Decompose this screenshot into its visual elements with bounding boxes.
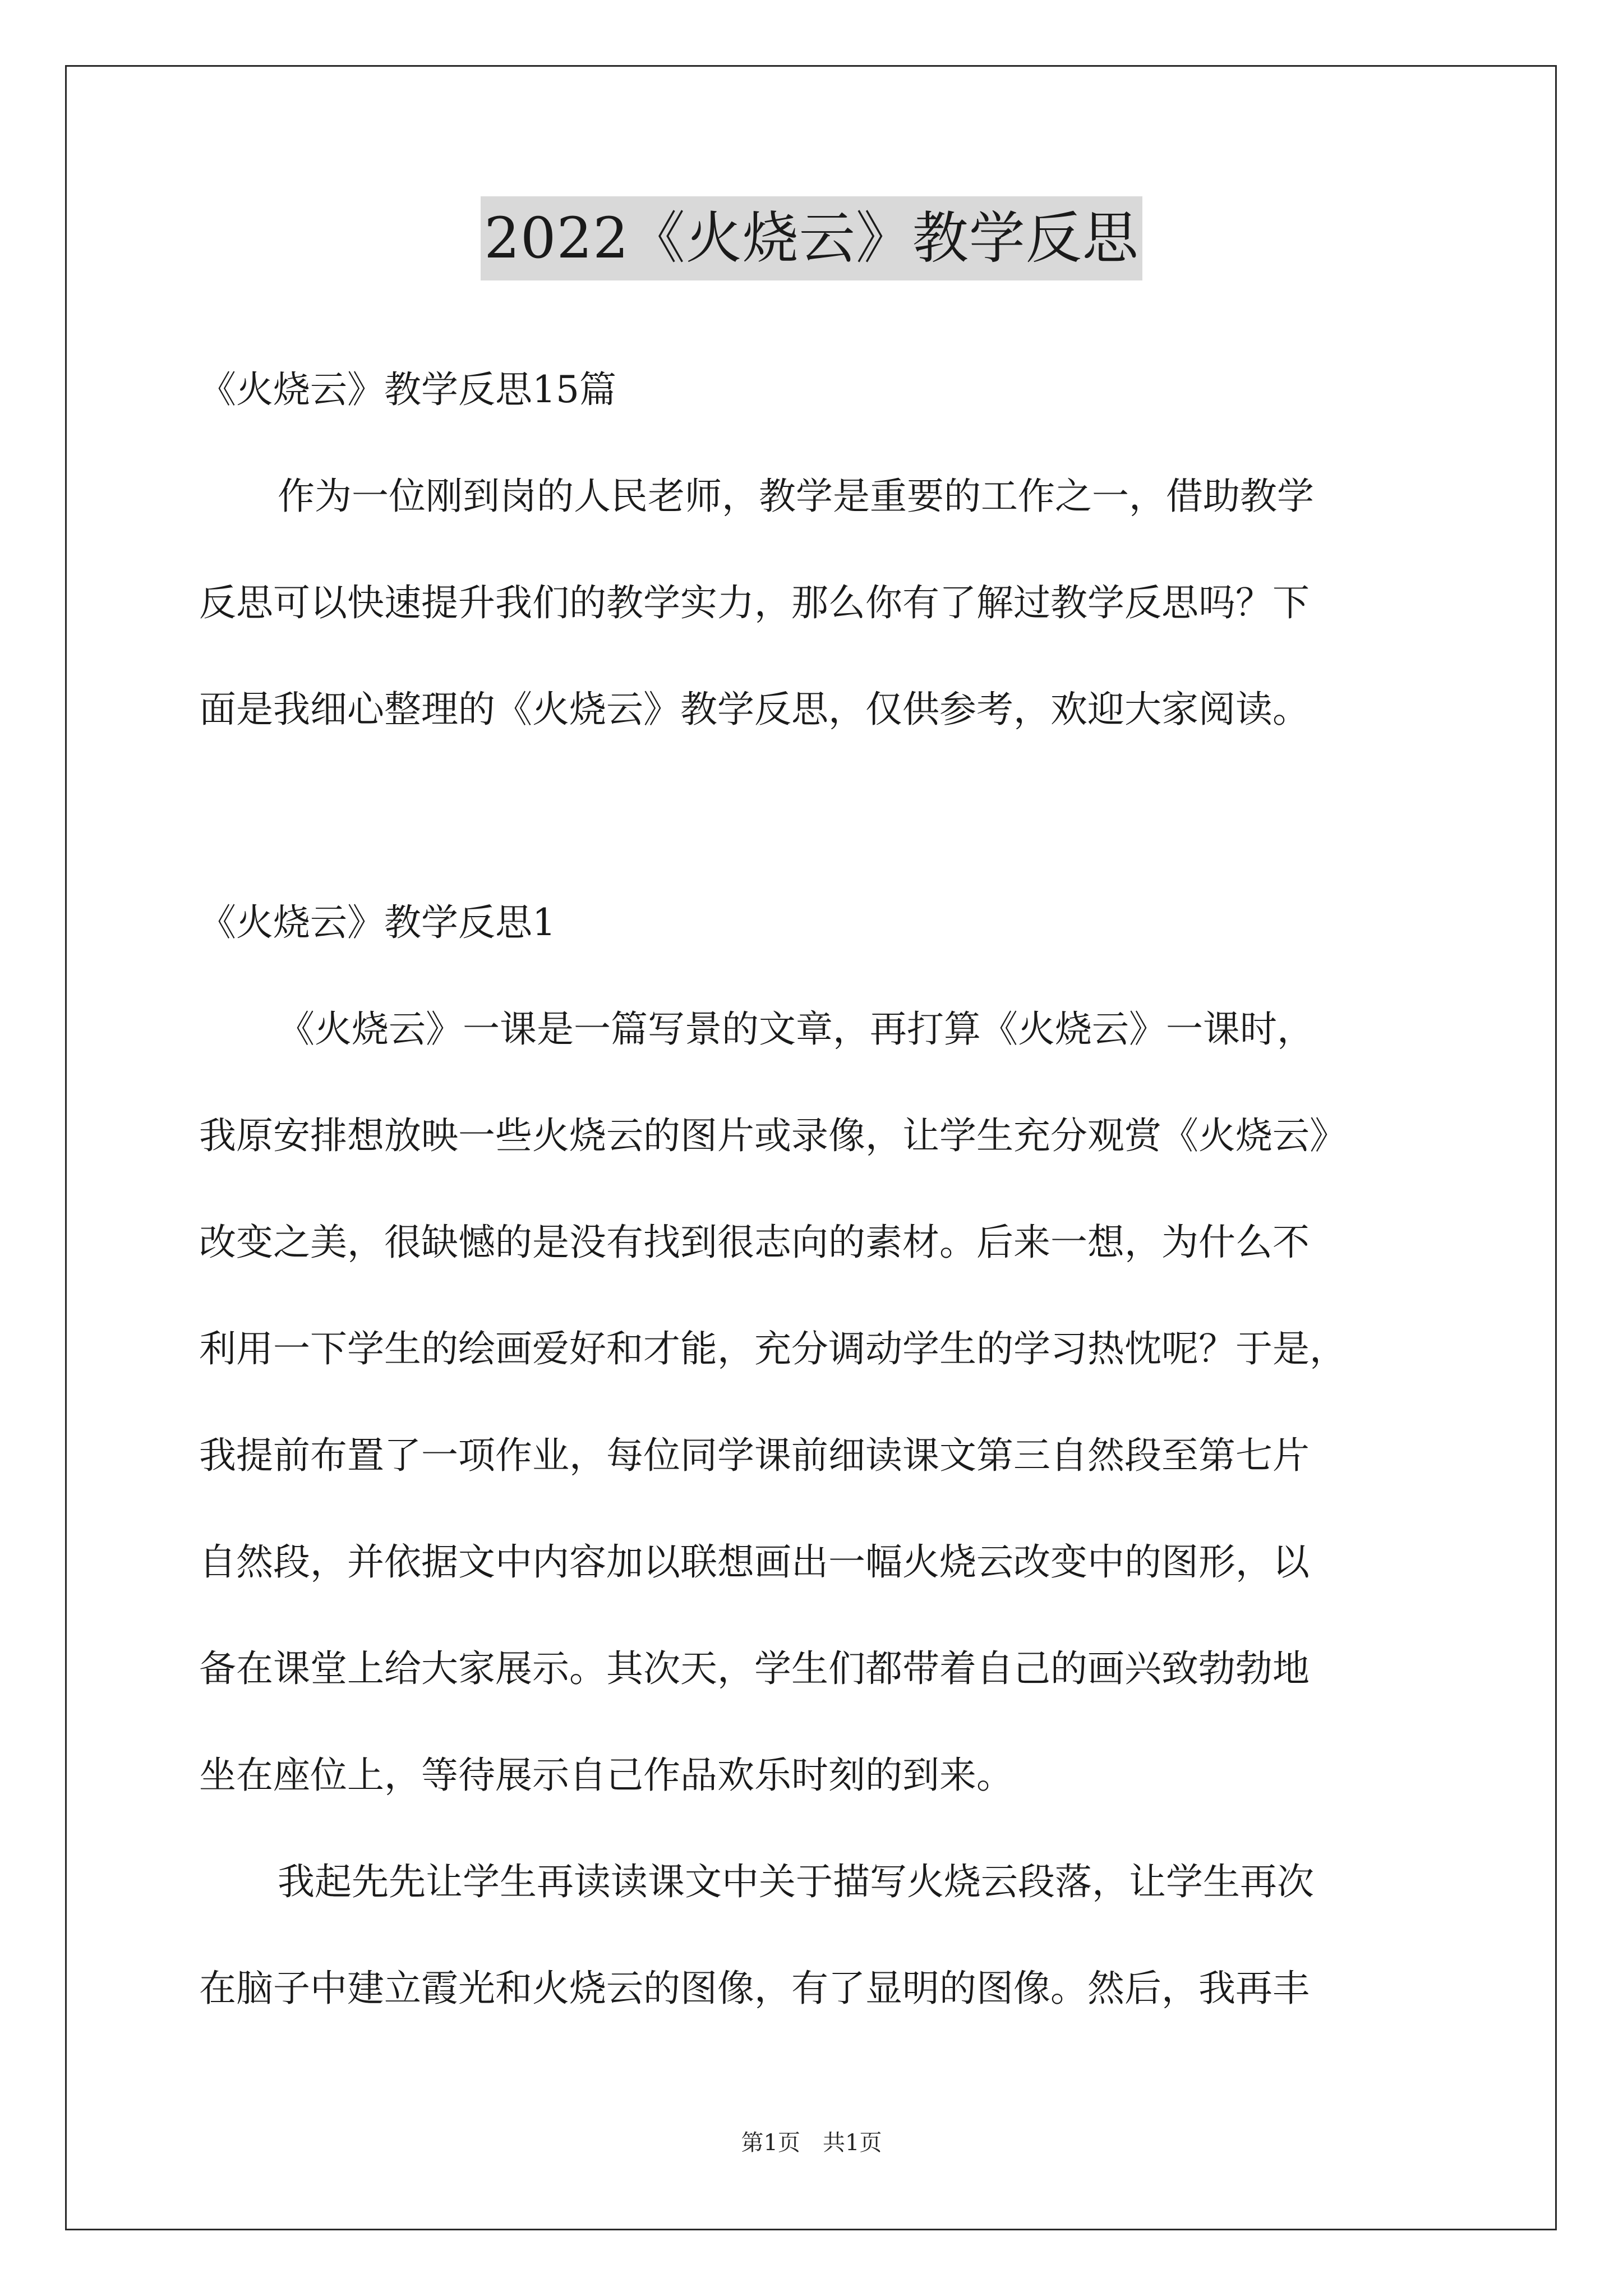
- title-container: [0, 196, 1623, 280]
- document-body: [199, 337, 1433, 2042]
- document-title: 2022《火烧云》教学反思: [481, 196, 1142, 280]
- paragraph-line: 改变之美，很缺憾的是没有找到很志向的素材。后来一想，为什么不: [199, 1221, 1310, 1264]
- page-footer: 第1页 共1页: [741, 2130, 882, 2156]
- paragraph-gap: [199, 763, 1433, 869]
- paragraph-line: 坐在座位上，等待展示自己作品欢乐时刻的到来。: [199, 1754, 1013, 1797]
- subtitle: 《火烧云》教学反思15篇: [199, 368, 616, 411]
- intro-line: 反思可以快速提升我们的教学实力，那么你有了解过教学反思吗？下: [199, 581, 1310, 624]
- paragraph-line: 利用一下学生的绘画爱好和才能，充分调动学生的学习热忱呢？于是，: [199, 1327, 1347, 1370]
- intro-line: 作为一位刚到岗的人民老师，教学是重要的工作之一，借助教学: [278, 475, 1314, 518]
- intro-line: 面是我细心整理的《火烧云》教学反思，仅供参考，欢迎大家阅读。: [199, 688, 1310, 731]
- paragraph-line: 我起先先让学生再读读课文中关于描写火烧云段落，让学生再次: [278, 1860, 1314, 1903]
- paragraph-line: 我原安排想放映一些火烧云的图片或录像，让学生充分观赏《火烧云》: [199, 1114, 1347, 1157]
- paragraph-line: 《火烧云》一课是一篇写景的文章，再打算《火烧云》一课时，: [278, 1007, 1314, 1051]
- paragraph-line: 备在课堂上给大家展示。其次天，学生们都带着自己的画兴致勃勃地: [199, 1647, 1310, 1690]
- section-heading: 《火烧云》教学反思1: [199, 901, 556, 944]
- paragraph-line: 我提前布置了一项作业，每位同学课前细读课文第三自然段至第七片: [199, 1434, 1310, 1477]
- paragraph-line: 在脑子中建立霞光和火烧云的图像，有了显明的图像。然后，我再丰: [199, 1967, 1310, 2010]
- paragraph-line: 自然段，并依据文中内容加以联想画出一幅火烧云改变中的图形，以: [199, 1540, 1310, 1584]
